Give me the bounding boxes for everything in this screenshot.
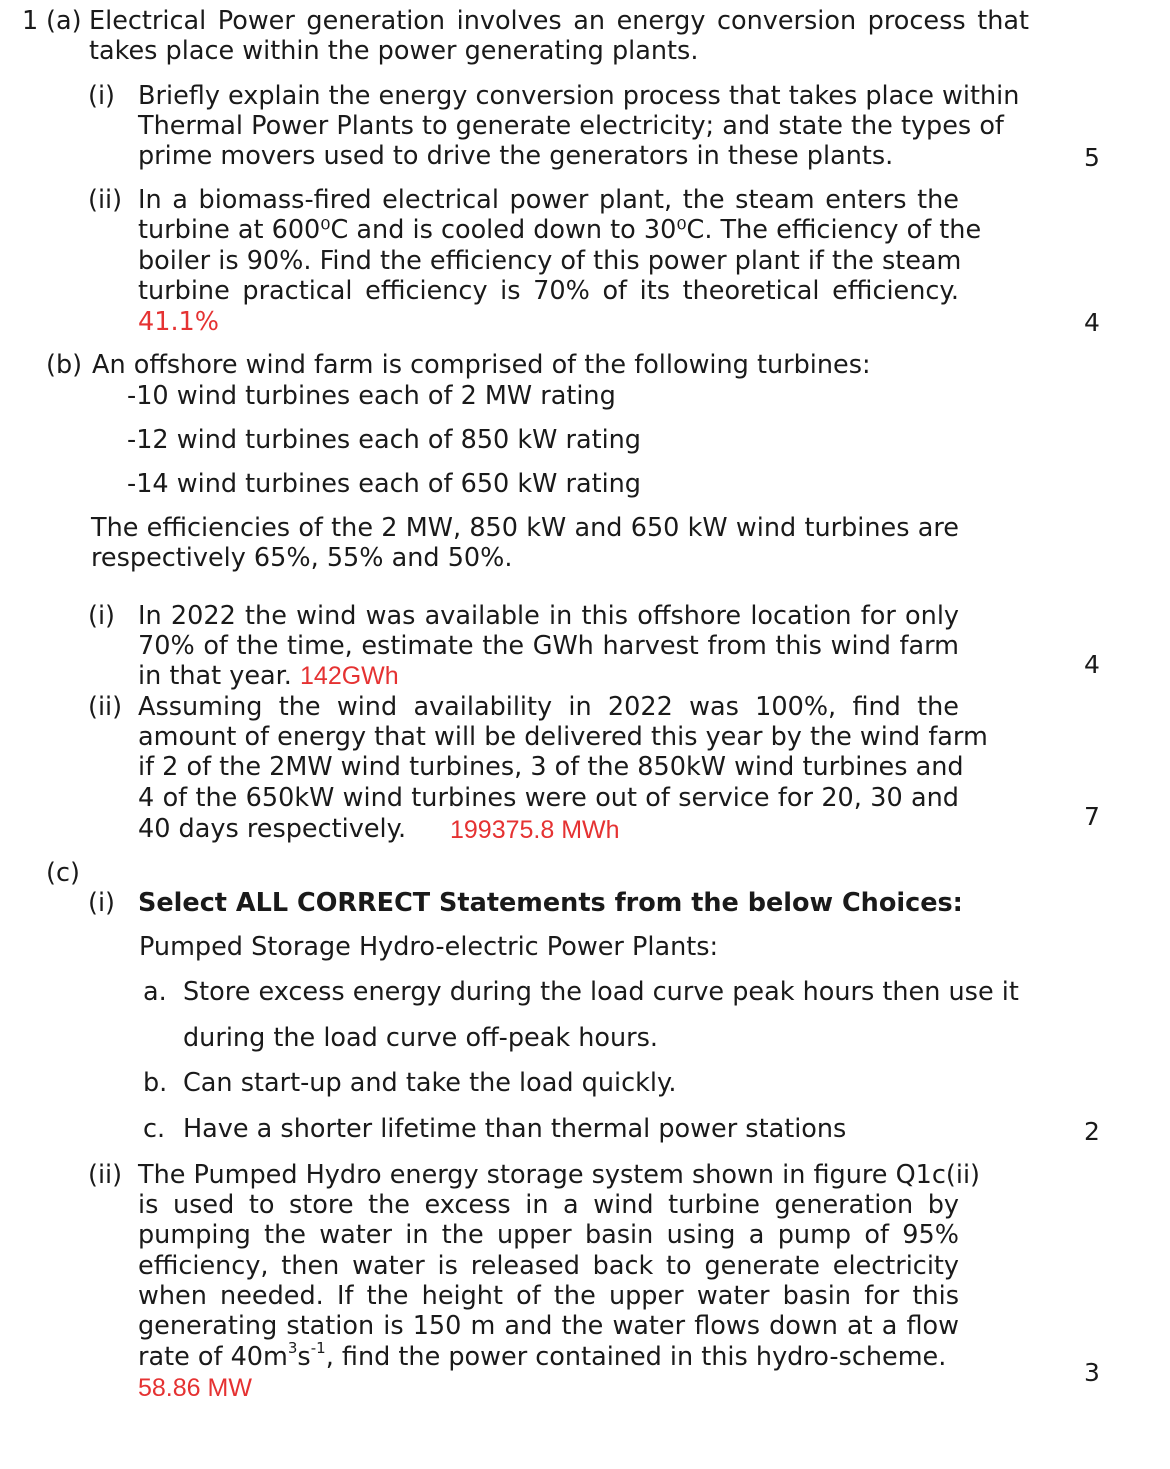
part-c-ii-line-2: is used to store the excess in a wind turbine generation by (138, 1190, 959, 1220)
part-a-intro-line-2: takes place within the power generating plants. (89, 36, 699, 66)
part-b-i-marks: 4 (1084, 650, 1100, 679)
part-b-i-label: (i) (88, 601, 115, 631)
part-b-ii-answer: 199375.8 MWh (450, 816, 620, 844)
efficiency-line-1: The efficiencies of the 2 MW, 850 kW and 650 kW wind turbines are (91, 513, 959, 543)
turbine-item-2: -12 wind turbines each of 850 kW rating (127, 425, 641, 455)
part-b-i-line-1: In 2022 the wind was available in this offshore location for only (138, 601, 959, 631)
part-c-i-heading: Select ALL CORRECT Statements from the below Choices: (138, 888, 963, 918)
part-a-ii-answer: 41.1% (138, 307, 220, 337)
part-b-i-answer: 142GWh (300, 662, 399, 690)
part-b-ii-line-3: if 2 of the 2MW wind turbines, 3 of the 850kW wind turbines and (138, 752, 964, 782)
part-a-i-line-2: Thermal Power Plants to generate electricity; and state the types of (138, 111, 1004, 141)
part-a-ii-line-3: boiler is 90%. Find the efficiency of this power plant if the steam (138, 246, 962, 276)
part-c-i-marks: 2 (1084, 1117, 1100, 1146)
part-a-ii-label: (ii) (88, 185, 123, 215)
part-c-ii-answer: 58.86 MW (138, 1374, 252, 1402)
part-b-ii-line-2: amount of energy that will be delivered this year by the wind farm (138, 722, 988, 752)
choice-a-line-2: during the load curve off-peak hours. (183, 1023, 659, 1053)
part-b-ii-line-5: 40 days respectively. (138, 814, 407, 844)
part-b-i-line-3: in that year. 142GWh (138, 661, 399, 691)
choice-b-line-1: Can start-up and take the load quickly. (183, 1068, 677, 1098)
superscript-minus-1: -1 (310, 1339, 326, 1357)
part-c-ii-line-3: pumping the water in the upper basin using a pump of 95% (138, 1220, 959, 1250)
question-number: 1 (22, 6, 39, 36)
part-c-label: (c) (46, 858, 80, 888)
part-a-intro-line-1: Electrical Power generation involves an energy conversion process that (89, 6, 1029, 36)
part-b-ii-line-4: 4 of the 650kW wind turbines were out of service for 20, 30 and (138, 783, 959, 813)
part-c-ii-line-6: generating station is 150 m and the water flows down at a flow (138, 1311, 959, 1341)
part-b-i-line-2: 70% of the time, estimate the GWh harvest from this wind farm (138, 631, 959, 661)
turbine-item-3: -14 wind turbines each of 650 kW rating (127, 469, 641, 499)
choice-a-letter: a. (143, 977, 167, 1007)
part-c-ii-line-5: when needed. If the height of the upper water basin for this (138, 1281, 959, 1311)
part-a-i-marks: 5 (1084, 143, 1100, 172)
choice-b-letter: b. (143, 1068, 168, 1098)
part-a-label: (a) (46, 6, 82, 36)
part-c-i-label: (i) (88, 888, 115, 918)
part-c-i-subheading: Pumped Storage Hydro-electric Power Plants: (139, 932, 719, 962)
part-a-ii-marks: 4 (1084, 308, 1100, 337)
efficiency-line-2: respectively 65%, 55% and 50%. (91, 543, 513, 573)
part-a-ii-line-2: turbine at 600⁰C and is cooled down to 30⁰C. The efficiency of the (138, 215, 982, 245)
part-a-i-line-1: Briefly explain the energy conversion process that takes place within (138, 81, 1020, 111)
part-b-ii-marks: 7 (1084, 802, 1100, 831)
part-b-ii-line-1: Assuming the wind availability in 2022 was 100%, find the (138, 692, 959, 722)
superscript-3: 3 (287, 1339, 298, 1357)
part-b-intro: An offshore wind farm is comprised of the following turbines: (92, 350, 871, 380)
part-b-ii-label: (ii) (88, 692, 123, 722)
choice-a-line-1: Store excess energy during the load curve peak hours then use it (183, 977, 1019, 1007)
part-a-ii-line-4: turbine practical efficiency is 70% of its theoretical efficiency. (138, 276, 959, 306)
turbine-item-1: -10 wind turbines each of 2 MW rating (127, 381, 616, 411)
part-c-ii-line-4: efficiency, then water is released back to generate electricity (138, 1251, 959, 1281)
part-a-i-line-3: prime movers used to drive the generators in these plants. (138, 141, 894, 171)
part-c-ii-label: (ii) (88, 1160, 123, 1190)
part-c-ii-line-1: The Pumped Hydro energy storage system shown in figure Q1c(ii) (138, 1160, 980, 1190)
choice-c-line-1: Have a shorter lifetime than thermal power stations (183, 1114, 847, 1144)
part-c-ii-line-7: rate of $40m^3s^{-1}$, find the power contained in this hydro-scheme. (138, 1339, 947, 1372)
part-a-ii-line-1: In a biomass-fired electrical power plant, the steam enters the (138, 185, 959, 215)
part-c-ii-marks: 3 (1084, 1358, 1100, 1387)
part-a-i-label: (i) (88, 81, 115, 111)
choice-c-letter: c. (143, 1114, 166, 1144)
part-b-label: (b) (46, 350, 83, 380)
